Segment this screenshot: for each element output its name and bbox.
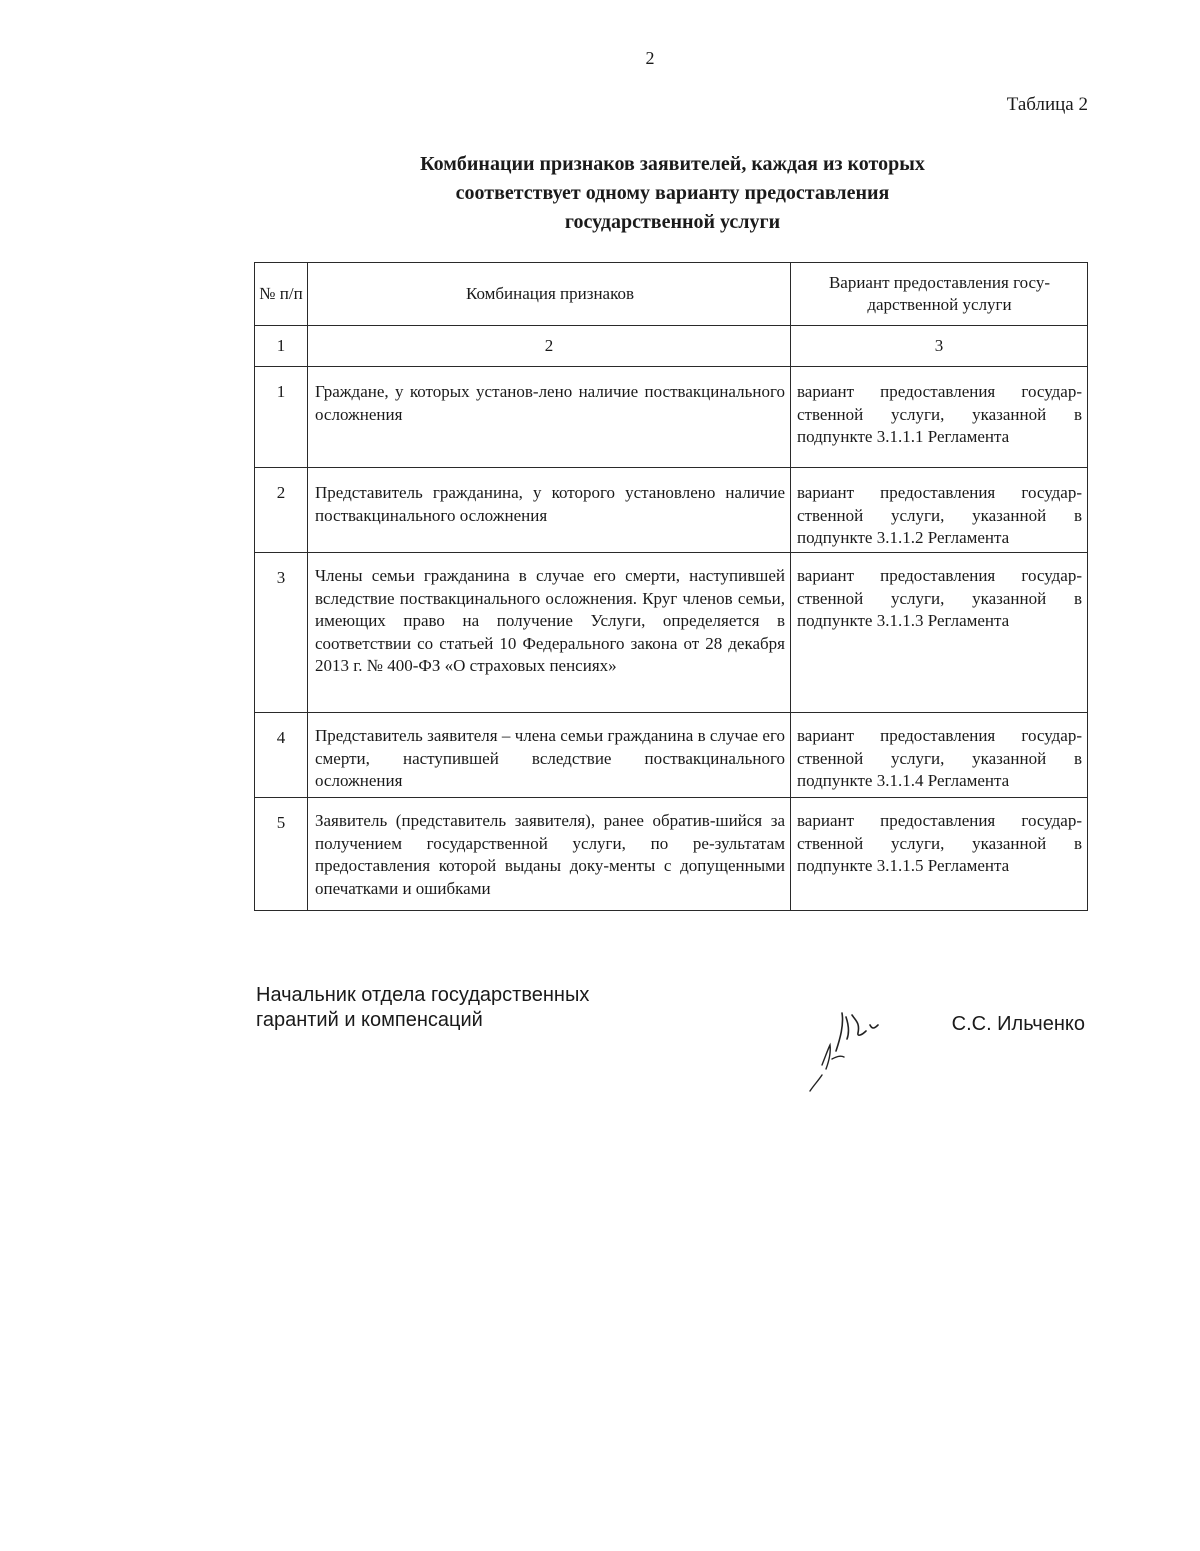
column-index: 1 <box>255 326 308 367</box>
header-combination: Комбинация признаков <box>308 263 791 326</box>
title-line: соответствует одному варианту предоставления <box>455 182 890 204</box>
header-variant: Вариант предоставления госу-дарственной услуги <box>791 263 1088 326</box>
table-row <box>255 713 1088 798</box>
table-row <box>255 798 1088 911</box>
column-index-row <box>255 326 1088 367</box>
table-header-row <box>255 263 1088 326</box>
row-combination: Граждане, у которых установ-лено наличие поствакцинального осложнения <box>308 367 791 468</box>
row-variant: вариант предоставления государ-ственной услуги, указанной в подпункте 3.1.1.4 Регламента <box>791 713 1088 798</box>
table-row <box>255 367 1088 468</box>
header-num: № п/п <box>255 263 308 326</box>
handwritten-signature <box>800 1005 900 1095</box>
row-num: 2 <box>255 468 308 553</box>
row-num: 3 <box>255 553 308 713</box>
row-variant: вариант предоставления государ-ственной услуги, указанной в подпункте 3.1.1.2 Регламента <box>791 468 1088 553</box>
title-line: государственной услуги <box>564 211 781 233</box>
table-row <box>255 553 1088 713</box>
row-num: 4 <box>255 713 308 798</box>
column-index: 3 <box>791 326 1088 367</box>
signer-name: С.С. Ильченко <box>951 1013 1085 1035</box>
row-variant: вариант предоставления государ-ственной услуги, указанной в подпункте 3.1.1.3 Регламента <box>791 553 1088 713</box>
signer-position-line: гарантий и компенсаций <box>256 1009 483 1031</box>
signer-position <box>256 983 589 1033</box>
row-num: 1 <box>255 367 308 468</box>
row-variant: вариант предоставления государ-ственной услуги, указанной в подпункте 3.1.1.5 Регламента <box>791 798 1088 911</box>
criteria-table <box>254 262 1088 911</box>
title-line: Комбинации признаков заявителей, каждая из которых <box>420 153 925 175</box>
row-combination: Заявитель (представитель заявителя), ранее обратив-шийся за получением государственной услуги, по ре-зультатам предоставления которой выданы доку-менты с допущенными опечатками и ошибками <box>308 798 791 911</box>
signer-position-line: Начальник отдела государственных <box>256 984 590 1006</box>
table-caption: Таблица 2 <box>1006 94 1088 115</box>
page-number: 2 <box>645 48 655 68</box>
row-combination: Члены семьи гражданина в случае его смерти, наступившей вследствие поствакцинального осложнения. Круг членов семьи, имеющих право на получение Услуги, определяется в соответствии со статьей 10 Федерального закона от 28 декабря 2013 г. № 400-ФЗ «О страховых пенсиях» <box>308 553 791 713</box>
column-index: 2 <box>308 326 791 367</box>
row-combination: Представитель заявителя – члена семьи гражданина в случае его смерти, наступившей вследствие поствакцинального осложнения <box>308 713 791 798</box>
table-row <box>255 468 1088 553</box>
row-combination: Представитель гражданина, у которого установлено наличие поствакцинального осложнения <box>308 468 791 553</box>
document-title <box>300 150 1045 237</box>
row-variant: вариант предоставления государ-ственной услуги, указанной в подпункте 3.1.1.1 Регламента <box>791 367 1088 468</box>
row-num: 5 <box>255 798 308 911</box>
